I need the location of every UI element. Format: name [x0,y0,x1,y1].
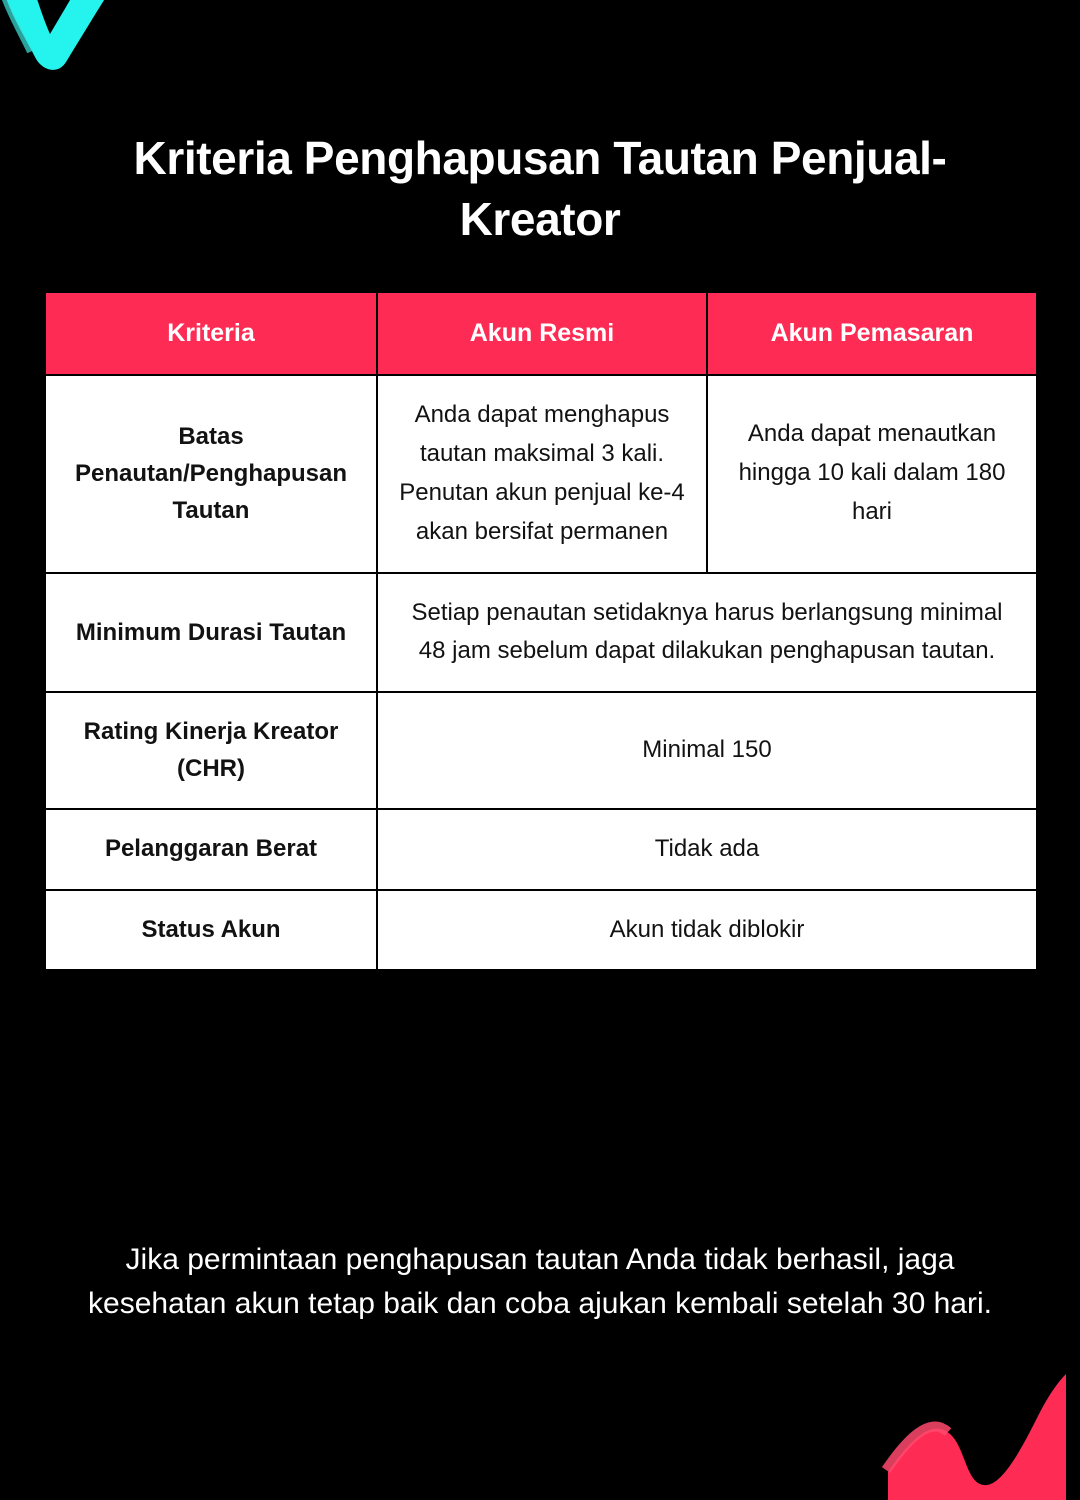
table-row [45,573,1037,693]
table-row [45,809,1037,890]
table-header-row [45,292,1037,375]
criteria-table [44,291,1038,971]
row-label: Status Akun [45,890,377,971]
footnote-text: Jika permintaan penghapusan tautan Anda tidak berhasil, jaga kesehatan akun tetap baik dan coba ajukan kembali setelah 30 hari. [88,1243,992,1320]
row-value-merged: Minimal 150 [377,692,1037,808]
brush-stroke-pink-icon [880,1360,1070,1500]
row-label: Minimum Durasi Tautan [45,573,377,693]
row-value-marketing: Anda dapat menautkan hingga 10 kali dalam 180 hari [707,375,1037,573]
table-row [45,375,1037,573]
column-header-akun-resmi: Akun Resmi [377,292,707,375]
row-value-merged: Akun tidak diblokir [377,890,1037,971]
brush-stroke-cyan-icon [0,0,140,82]
row-label: Rating Kinerja Kreator (CHR) [45,692,377,808]
table-row [45,692,1037,808]
column-header-kriteria: Kriteria [45,292,377,375]
table-row [45,890,1037,971]
row-value-merged: Tidak ada [377,809,1037,890]
row-label: Batas Penautan/Penghapusan Tautan [45,375,377,573]
criteria-table-container [44,291,1036,971]
row-label: Pelanggaran Berat [45,809,377,890]
row-value-official: Anda dapat menghapus tautan maksimal 3 kali. Penutan akun penjual ke-4 akan bersifat permanen [377,375,707,573]
row-value-merged: Setiap penautan setidaknya harus berlangsung minimal 48 jam sebelum dapat dilakukan penghapusan tautan. [377,573,1037,693]
page-title: Kriteria Penghapusan Tautan Penjual-Kreator [133,132,947,246]
column-header-akun-pemasaran: Akun Pemasaran [707,292,1037,375]
